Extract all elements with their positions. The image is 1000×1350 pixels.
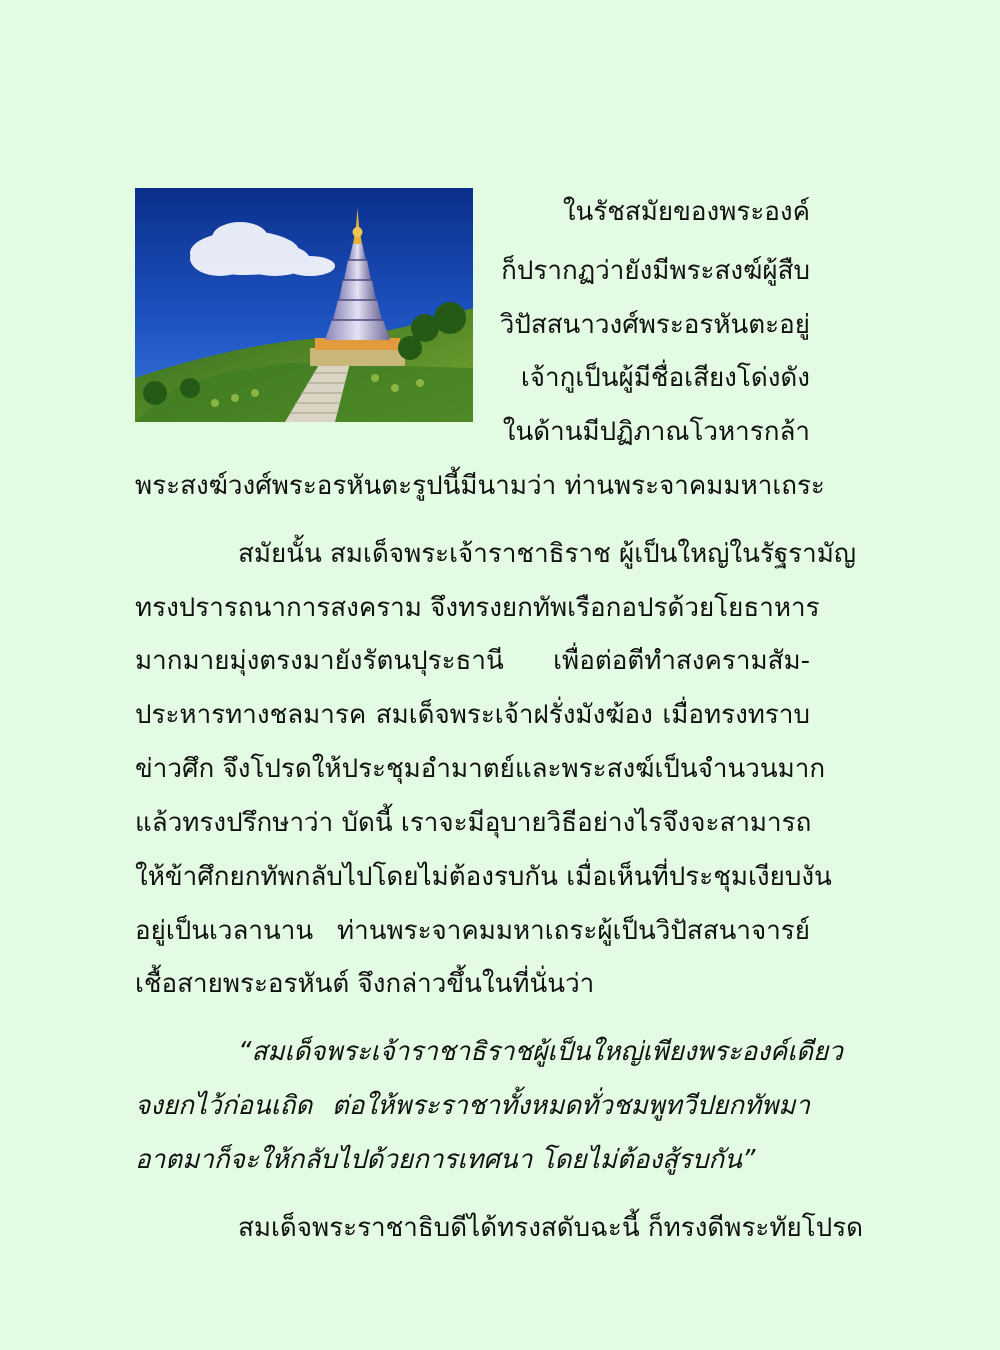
quote-first-line: “สมเด็จพระเจ้าราชาธิราชผู้เป็นใหญ่เพียงพระองค์เดียว [238, 1037, 843, 1067]
text-line: มากมายมุ่งตรงมายังรัตนปุระธานี เพื่อต่อตีทำสงครามสัม- [135, 646, 810, 676]
quote-line: อาตมาก็จะให้กลับไปด้วยการเทศนา โดยไม่ต้องสู้รบกัน” [135, 1145, 756, 1175]
text-line: เชื้อสายพระอรหันต์ จึงกล่าวขึ้นในที่นั่นว่า [135, 969, 595, 999]
text-line: ในรัชสมัยของพระองค์ [562, 197, 810, 227]
text-line: อยู่เป็นเวลานาน ท่านพระจาคมมหาเถระผู้เป็นวิปัสสนาจารย์ [135, 916, 810, 946]
text-line: ให้ข้าศึกยกทัพกลับไปโดยไม่ต้องรบกัน เมื่อเห็นที่ประชุมเงียบงัน [135, 862, 832, 892]
text-line: เจ้ากูเป็นผู้มีชื่อเสียงโด่งดัง [520, 363, 810, 393]
paragraph-first-line: สมัยนั้น สมเด็จพระเจ้าราชาธิราช ผู้เป็นใหญ่ในรัฐรามัญ [238, 539, 857, 569]
text-line: วิปัสสนาวงศ์พระอรหันตะอยู่ [499, 310, 810, 340]
text-line: ก็ปรากฏว่ายังมีพระสงฆ์ผู้สืบ [501, 256, 810, 286]
text-line: ประหารทางชลมารค สมเด็จพระเจ้าฝรั่งมังฆ้อง เมื่อทรงทราบ [135, 700, 810, 730]
text-line: พระสงฆ์วงศ์พระอรหันตะรูปนี้มีนามว่า ท่านพระจาคมมหาเถระ [135, 471, 825, 501]
text-line: ในด้านมีปฏิภาณโวหารกล้า [502, 417, 810, 447]
quote-line: จงยกไว้ก่อนเถิด ต่อให้พระราชาทั้งหมดทั่วชมพูทวีปยกทัพมา [135, 1091, 810, 1121]
text-line: ทรงปรารถนาการสงคราม จึงทรงยกทัพเรือกอปรด้วยโยธาหาร [135, 593, 820, 623]
paragraph-first-line: สมเด็จพระราชาธิบดีได้ทรงสดับฉะนี้ ก็ทรงดีพระทัยโปรด [238, 1213, 864, 1243]
text-line: ข่าวศึก จึงโปรดให้ประชุมอำมาตย์และพระสงฆ์เป็นจำนวนมาก [135, 754, 826, 784]
text-line: แล้วทรงปรึกษาว่า บัดนี้ เราจะมีอุบายวิธีอย่างไรจึงจะสามารถ [135, 808, 812, 838]
